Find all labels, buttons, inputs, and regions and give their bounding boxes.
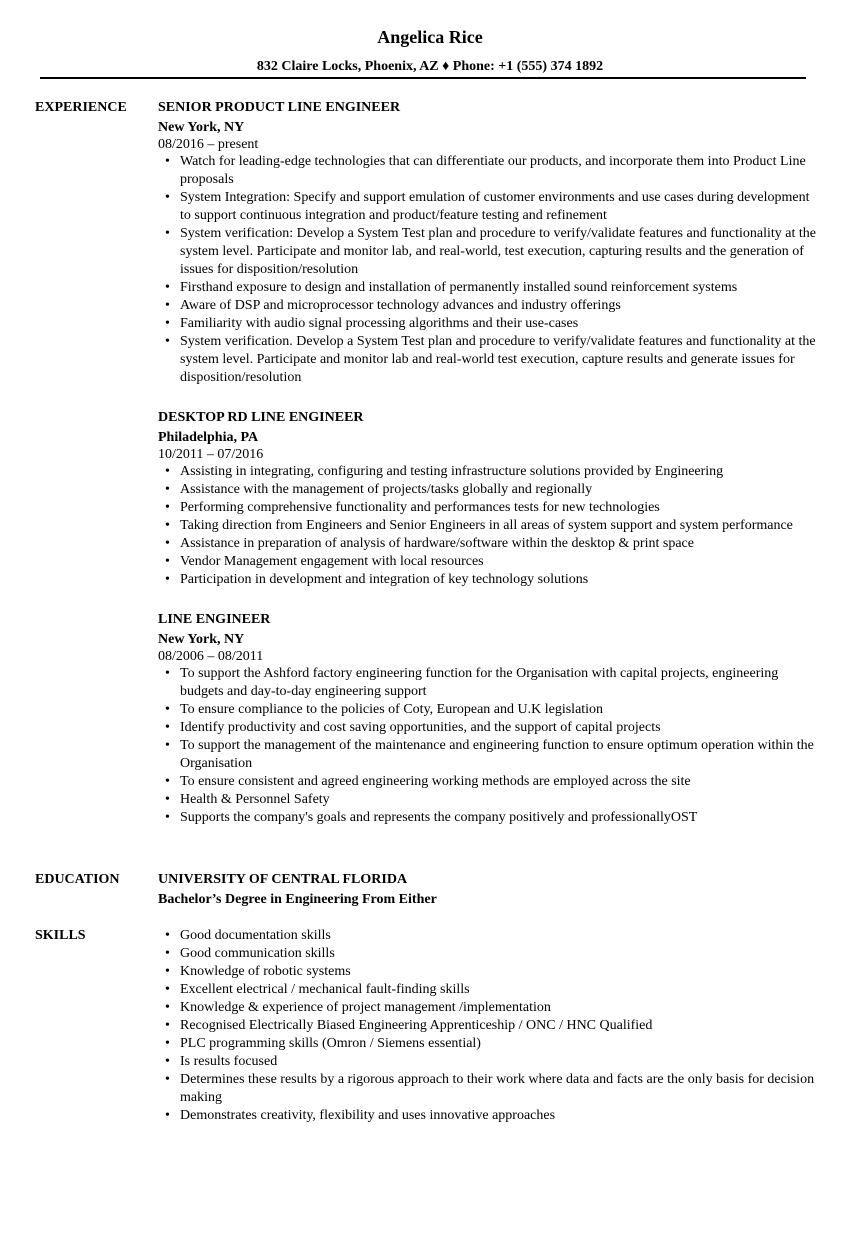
job-bullets [158, 665, 818, 827]
job-location: New York, NY [158, 632, 245, 647]
bullet-item: • System verification. Develop a System Test plan and procedure to verify/validate features and functionality at the system level. Participate and monitor lab and real-world test execution, capture results and generate issues for disposition/resolution [180, 333, 818, 387]
skill-item: • Determines these results by a rigorous approach to their work where data and facts are the only basis for decision making [180, 1071, 818, 1107]
bullet-item: • Aware of DSP and microprocessor technology advances and industry offerings [180, 297, 818, 315]
bullet-item: • To support the Ashford factory engineering function for the Organisation with capital projects, engineering budgets and day-to-day engineering support [180, 665, 818, 701]
experience-heading: EXPERIENCE [35, 100, 127, 115]
job-dates: 10/2011 – 07/2016 [158, 447, 264, 462]
job-location: New York, NY [158, 120, 245, 135]
skill-item: • Excellent electrical / mechanical fault-finding skills [180, 981, 818, 999]
experience-list [158, 99, 818, 849]
bullet-item: • Identify productivity and cost saving opportunities, and the support of capital projects [180, 719, 818, 737]
job-entry [158, 611, 818, 827]
job-title: LINE ENGINEER [158, 612, 271, 627]
skills-body [158, 927, 818, 1125]
bullet-item: • System Integration: Specify and support emulation of customer environments and use cases during development to support continuous integration and product/feature testing and refinement [180, 189, 818, 225]
bullet-item: • Supports the company's goals and represents the company positively and professionallyOST [180, 809, 818, 827]
job-title: SENIOR PRODUCT LINE ENGINEER [158, 100, 401, 115]
bullet-item: • Taking direction from Engineers and Senior Engineers in all areas of system support and system performance [180, 517, 818, 535]
bullet-item: • Familiarity with audio signal processing algorithms and their use-cases [180, 315, 818, 333]
skill-item: • PLC programming skills (Omron / Siemens essential) [180, 1035, 818, 1053]
skill-item: • Knowledge of robotic systems [180, 963, 818, 981]
header-divider [40, 77, 806, 79]
education-entry [158, 871, 818, 909]
job-entry [158, 409, 818, 589]
bullet-item: • Participation in development and integration of key technology solutions [180, 571, 818, 589]
skills-list [158, 927, 818, 1125]
job-dates: 08/2016 – present [158, 137, 259, 152]
skill-item: • Recognised Electrically Biased Engineering Apprenticeship / ONC / HNC Qualified [180, 1017, 818, 1035]
job-location: Philadelphia, PA [158, 430, 259, 445]
contact-line: 832 Claire Locks, Phoenix, AZ ♦ Phone: +1 (555) 374 1892 [256, 59, 604, 74]
bullet-item: • Performing comprehensive functionality and performances tests for new technologies [180, 499, 818, 517]
education-heading: EDUCATION [35, 872, 120, 887]
bullet-item: • Vendor Management engagement with local resources [180, 553, 818, 571]
job-title: DESKTOP RD LINE ENGINEER [158, 410, 364, 425]
skill-item: • Good documentation skills [180, 927, 818, 945]
skills-heading: SKILLS [35, 928, 86, 943]
bullet-item: • Firsthand exposure to design and installation of permanently installed sound reinforcement systems [180, 279, 818, 297]
bullet-item: • To ensure consistent and agreed engineering working methods are employed across the site [180, 773, 818, 791]
bullet-item: • Assistance in preparation of analysis of hardware/software within the desktop & print space [180, 535, 818, 553]
job-bullets [158, 153, 818, 387]
skill-item: • Is results focused [180, 1053, 818, 1071]
job-dates: 08/2006 – 08/2011 [158, 649, 264, 664]
degree: Bachelor’s Degree in Engineering From Either [158, 892, 437, 907]
skill-item: • Knowledge & experience of project management /implementation [180, 999, 818, 1017]
bullet-item: • To ensure compliance to the policies of Coty, European and U.K legislation [180, 701, 818, 719]
bullet-item: • Assistance with the management of projects/tasks globally and regionally [180, 481, 818, 499]
candidate-name: Angelica Rice [377, 27, 483, 47]
job-bullets [158, 463, 818, 589]
bullet-item: • Watch for leading-edge technologies that can differentiate our products, and incorporate them into Product Line proposals [180, 153, 818, 189]
bullet-item: • System verification: Develop a System Test plan and procedure to verify/validate features and functionality at the system level. Participate and monitor lab, and real-world, test execution, capturing results and the generation of issues for disposition/resolution [180, 225, 818, 279]
bullet-item: • Health & Personnel Safety [180, 791, 818, 809]
resume-header [0, 24, 860, 76]
job-entry [158, 99, 818, 387]
skill-item: • Demonstrates creativity, flexibility and uses innovative approaches [180, 1107, 818, 1125]
bullet-item: • To support the management of the maintenance and engineering function to ensure optimum operation within the Organisation [180, 737, 818, 773]
school-name: UNIVERSITY OF CENTRAL FLORIDA [158, 872, 408, 887]
bullet-item: • Assisting in integrating, configuring and testing infrastructure solutions provided by Engineering [180, 463, 818, 481]
skill-item: • Good communication skills [180, 945, 818, 963]
